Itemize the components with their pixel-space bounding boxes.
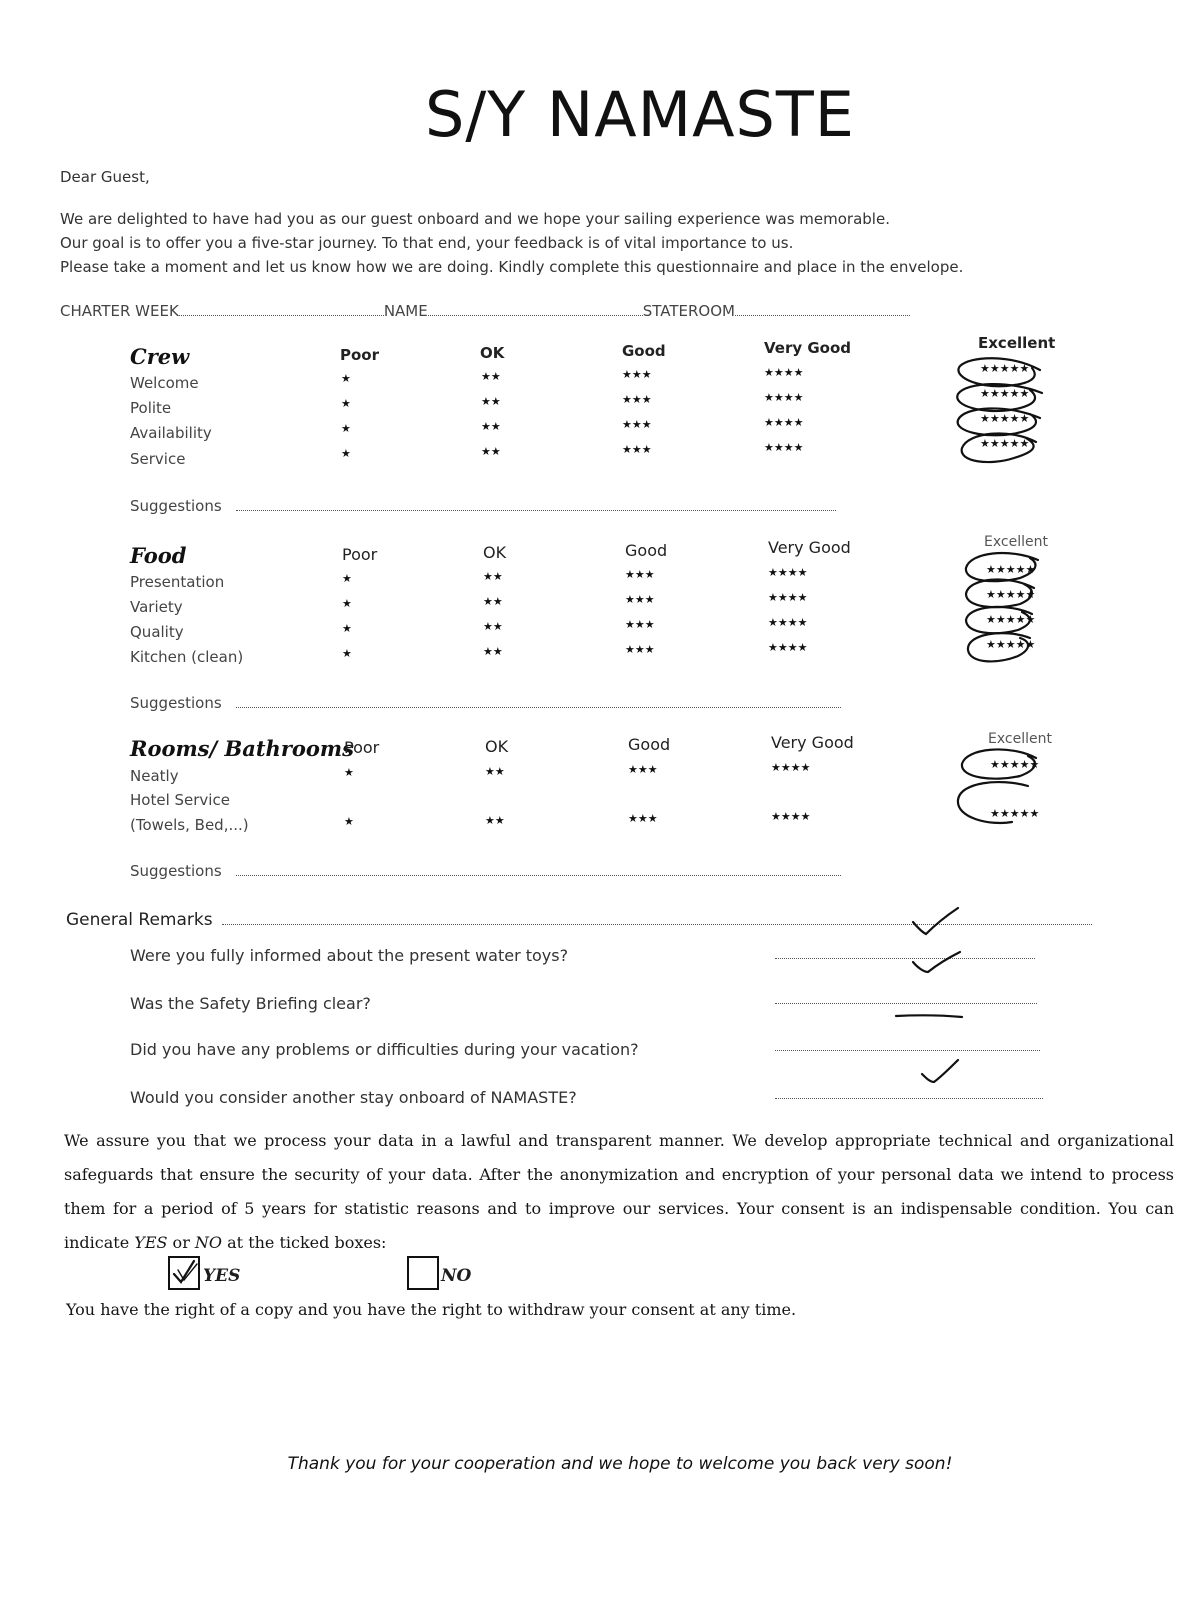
rating-star-option[interactable]: ★★ (481, 445, 501, 458)
intro-line-1: We are delighted to have had you as our guest onboard and we hope your sailing experience was memorable. (60, 210, 890, 228)
header-excellent: Excellent (988, 731, 1052, 747)
rating-star-option[interactable]: ★★★ (625, 568, 655, 581)
rating-star-option[interactable]: ★ (342, 622, 352, 635)
consent-yes-checkbox[interactable] (168, 1256, 200, 1290)
rating-star-option[interactable]: ★★★★ (764, 441, 804, 454)
consent-yes-inline: YES (134, 1233, 168, 1252)
rating-star-option[interactable]: ★★★★★ (990, 807, 1040, 820)
row-label-presentation: Presentation (130, 573, 225, 591)
rating-star-option[interactable]: ★★ (483, 595, 503, 608)
checkmark-icon (170, 1258, 198, 1288)
rating-star-option[interactable]: ★★★ (622, 443, 652, 456)
thank-you-note: Thank you for your cooperation and we hope to welcome you back very soon! (287, 1454, 953, 1474)
rating-star-option[interactable]: ★★★ (628, 763, 658, 776)
rating-star-option[interactable]: ★ (341, 422, 351, 435)
suggestions-input[interactable] (236, 865, 841, 876)
page-title: S/Y NAMASTE (425, 78, 855, 151)
suggestions-label: Suggestions (130, 862, 222, 880)
suggestions-input[interactable] (236, 697, 841, 708)
rating-star-option[interactable]: ★★ (483, 620, 503, 633)
general-remarks-label: General Remarks (66, 910, 213, 930)
rating-star-option[interactable]: ★★★★ (768, 566, 808, 579)
rating-star-option[interactable]: ★★★★★ (986, 613, 1036, 626)
stateroom-input[interactable] (735, 305, 910, 316)
consent-no-checkbox[interactable] (407, 1256, 439, 1290)
suggestions-rooms (130, 862, 841, 880)
header-very-good: Very Good (764, 339, 852, 357)
consent-no-inline: NO (194, 1233, 223, 1252)
consent-yes-label: YES (203, 1266, 241, 1286)
suggestions-label: Suggestions (130, 497, 222, 515)
rating-star-option[interactable]: ★★★★ (768, 641, 808, 654)
section-title-crew: Crew (130, 344, 190, 369)
rating-star-option[interactable]: ★★ (483, 645, 503, 658)
row-label-availability: Availability (130, 424, 212, 442)
header-ok: OK (480, 344, 505, 362)
row-label-neatly: Neatly (130, 767, 179, 785)
rating-star-option[interactable]: ★★★★★ (980, 362, 1030, 375)
header-ok: OK (485, 737, 509, 756)
header-very-good: Very Good (771, 733, 854, 752)
row-label-quality: Quality (130, 623, 184, 641)
rating-star-option[interactable]: ★ (344, 815, 354, 828)
question-safety-briefing: Was the Safety Briefing clear? (130, 994, 371, 1013)
rating-star-option[interactable]: ★ (344, 766, 354, 779)
section-title-rooms: Rooms/ Bathrooms (130, 736, 354, 761)
rating-star-option[interactable]: ★★ (481, 420, 501, 433)
general-remarks-row (66, 910, 1092, 930)
consent-text-body: We assure you that we process your data in a lawful and transparent manner. We develop appropriate technical and organizational safeguards that ensure the security of your data. After the anonymization and encryption of your personal data we intend to process them for a period of 5 years for statistic reasons and to improve our services. Your consent is an indispensable condition. You can indicate (64, 1131, 1174, 1252)
rating-star-option[interactable]: ★ (341, 397, 351, 410)
dash-mark (896, 1015, 962, 1017)
rating-star-option[interactable]: ★★ (481, 370, 501, 383)
row-label-hotel-service: Hotel Service (130, 791, 230, 809)
rating-star-option[interactable]: ★★ (481, 395, 501, 408)
rating-star-option[interactable]: ★★★★ (768, 591, 808, 604)
rating-star-option[interactable]: ★★★ (622, 418, 652, 431)
rating-star-option[interactable]: ★ (341, 372, 351, 385)
header-good: Good (625, 541, 668, 560)
rating-star-option[interactable]: ★★★★ (764, 366, 804, 379)
rating-star-option[interactable]: ★★★★★ (980, 412, 1030, 425)
answer-line[interactable] (775, 993, 1037, 1004)
row-label-welcome: Welcome (130, 374, 199, 392)
stateroom-label: STATEROOM (642, 302, 735, 320)
rating-star-option[interactable]: ★★★ (622, 393, 652, 406)
rating-star-option[interactable]: ★★★ (625, 618, 655, 631)
suggestions-food (130, 694, 841, 712)
rating-star-option[interactable]: ★★★★★ (990, 758, 1040, 771)
row-label-variety: Variety (130, 598, 183, 616)
rating-star-option[interactable]: ★★★★ (771, 810, 811, 823)
rating-star-option[interactable]: ★★★ (622, 368, 652, 381)
question-another-stay: Would you consider another stay onboard of NAMASTE? (130, 1088, 577, 1107)
suggestions-input[interactable] (236, 500, 836, 511)
header-excellent: Excellent (984, 534, 1048, 550)
rating-star-option[interactable]: ★ (341, 447, 351, 460)
rating-star-option[interactable]: ★ (342, 572, 352, 585)
rating-star-option[interactable]: ★★★★★ (986, 563, 1036, 576)
rating-star-option[interactable]: ★★★ (625, 593, 655, 606)
header-poor: Poor (344, 738, 380, 757)
row-label-kitchen: Kitchen (clean) (130, 648, 244, 666)
header-poor: Poor (340, 346, 380, 364)
answer-line[interactable] (775, 1040, 1040, 1051)
consent-rights: You have the right of a copy and you have the right to withdraw your consent at any time. (66, 1300, 797, 1319)
header-excellent: Excellent (978, 334, 1056, 352)
charter-week-label: CHARTER WEEK (60, 302, 179, 320)
row-label-towels-bed: (Towels, Bed,...) (130, 816, 249, 834)
rating-star-option[interactable]: ★ (342, 597, 352, 610)
suggestions-crew (130, 497, 836, 515)
rating-star-option[interactable]: ★★★★ (764, 391, 804, 404)
consent-text (64, 1124, 1174, 1260)
greeting: Dear Guest, (60, 168, 150, 186)
name-input[interactable] (428, 305, 643, 316)
suggestions-label: Suggestions (130, 694, 222, 712)
rating-star-option[interactable]: ★★ (485, 814, 505, 827)
rating-star-option[interactable]: ★★★★ (764, 416, 804, 429)
consent-no-label: NO (441, 1266, 472, 1286)
rating-star-option[interactable]: ★★★ (625, 643, 655, 656)
row-label-polite: Polite (130, 399, 172, 417)
charter-week-input[interactable] (179, 305, 384, 316)
question-problems: Did you have any problems or difficulties during your vacation? (130, 1040, 639, 1059)
checkmark-icon (922, 1060, 958, 1082)
rating-star-option[interactable]: ★★★★★ (986, 588, 1036, 601)
general-remarks-input[interactable] (222, 914, 1092, 925)
rating-star-option[interactable]: ★★★★★ (980, 437, 1030, 450)
answer-line[interactable] (775, 948, 1035, 959)
header-ok: OK (483, 543, 507, 562)
rating-star-option[interactable]: ★★★★ (771, 761, 811, 774)
header-poor: Poor (342, 545, 378, 564)
rating-star-option[interactable]: ★★★★★ (986, 638, 1036, 651)
intro-line-3: Please take a moment and let us know how we are doing. Kindly complete this questionnaire and place in the envelope. (60, 258, 964, 276)
answer-line[interactable] (775, 1088, 1043, 1099)
question-water-toys: Were you fully informed about the present water toys? (130, 946, 569, 965)
header-good: Good (622, 342, 666, 360)
section-title-food: Food (130, 543, 187, 568)
rating-star-option[interactable]: ★★★ (628, 812, 658, 825)
rating-star-option[interactable]: ★ (342, 647, 352, 660)
rating-star-option[interactable]: ★★ (483, 570, 503, 583)
header-good: Good (628, 735, 671, 754)
consent-text-end: at the ticked boxes: (222, 1233, 387, 1252)
rating-star-option[interactable]: ★★ (485, 765, 505, 778)
row-label-service: Service (130, 450, 186, 468)
intro-line-2: Our goal is to offer you a five-star journey. To that end, your feedback is of vital importance to us. (60, 234, 794, 252)
consent-or: or (167, 1233, 195, 1252)
charter-field-row (60, 302, 910, 320)
name-label: NAME (383, 302, 428, 320)
rating-star-option[interactable]: ★★★★★ (980, 387, 1030, 400)
rating-star-option[interactable]: ★★★★ (768, 616, 808, 629)
header-very-good: Very Good (768, 538, 851, 557)
